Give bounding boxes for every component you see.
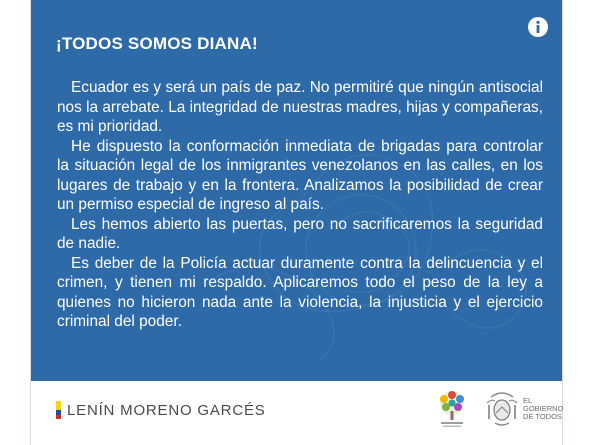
government-label-line: EL	[523, 396, 533, 405]
info-icon[interactable]	[527, 16, 549, 38]
signature-footer	[31, 381, 562, 445]
coat-of-arms-logo	[483, 391, 521, 429]
government-label	[523, 397, 563, 421]
statement-paragraph: Ecuador es y será un país de paz. No permitiré que ningún antisocial nos la arrebate. La integridad de nuestras madres, hijas y compañeras, es mi prioridad.	[57, 79, 543, 135]
government-label-line: DE TODOS	[523, 412, 562, 421]
statement-paragraph: Es deber de la Policía actuar duramente contra la delincuencia y el crimen, y tienen mi respaldo. Aplicaremos todo el peso de la ley a quienes no hicieron nada ante la violencia, la injusticia y el ejercicio criminal del poder.	[57, 254, 543, 330]
government-label-line: GOBIERNO	[523, 404, 564, 413]
author-name: LENÍN MORENO GARCÉS	[67, 402, 266, 419]
statement-paragraph: Les hemos abierto las puertas, pero no sacrificaremos la seguridad de nadie.	[57, 215, 543, 252]
post-title: ¡TODOS SOMOS DIANA!	[56, 34, 258, 53]
ecuador-flag-icon	[56, 401, 61, 419]
statement-body	[57, 78, 543, 332]
tree-logo	[433, 389, 471, 429]
statement-paragraph: He dispuesto la conformación inmediata de brigadas para controlar la situación legal de los inmigrantes venezolanos en las calles, en los lugares de trabajo y en la frontera. Analizamos la posibilidad de crear un permiso especial de ingreso al país.	[57, 137, 543, 213]
statement-panel	[31, 0, 562, 381]
statement-card	[30, 0, 563, 445]
